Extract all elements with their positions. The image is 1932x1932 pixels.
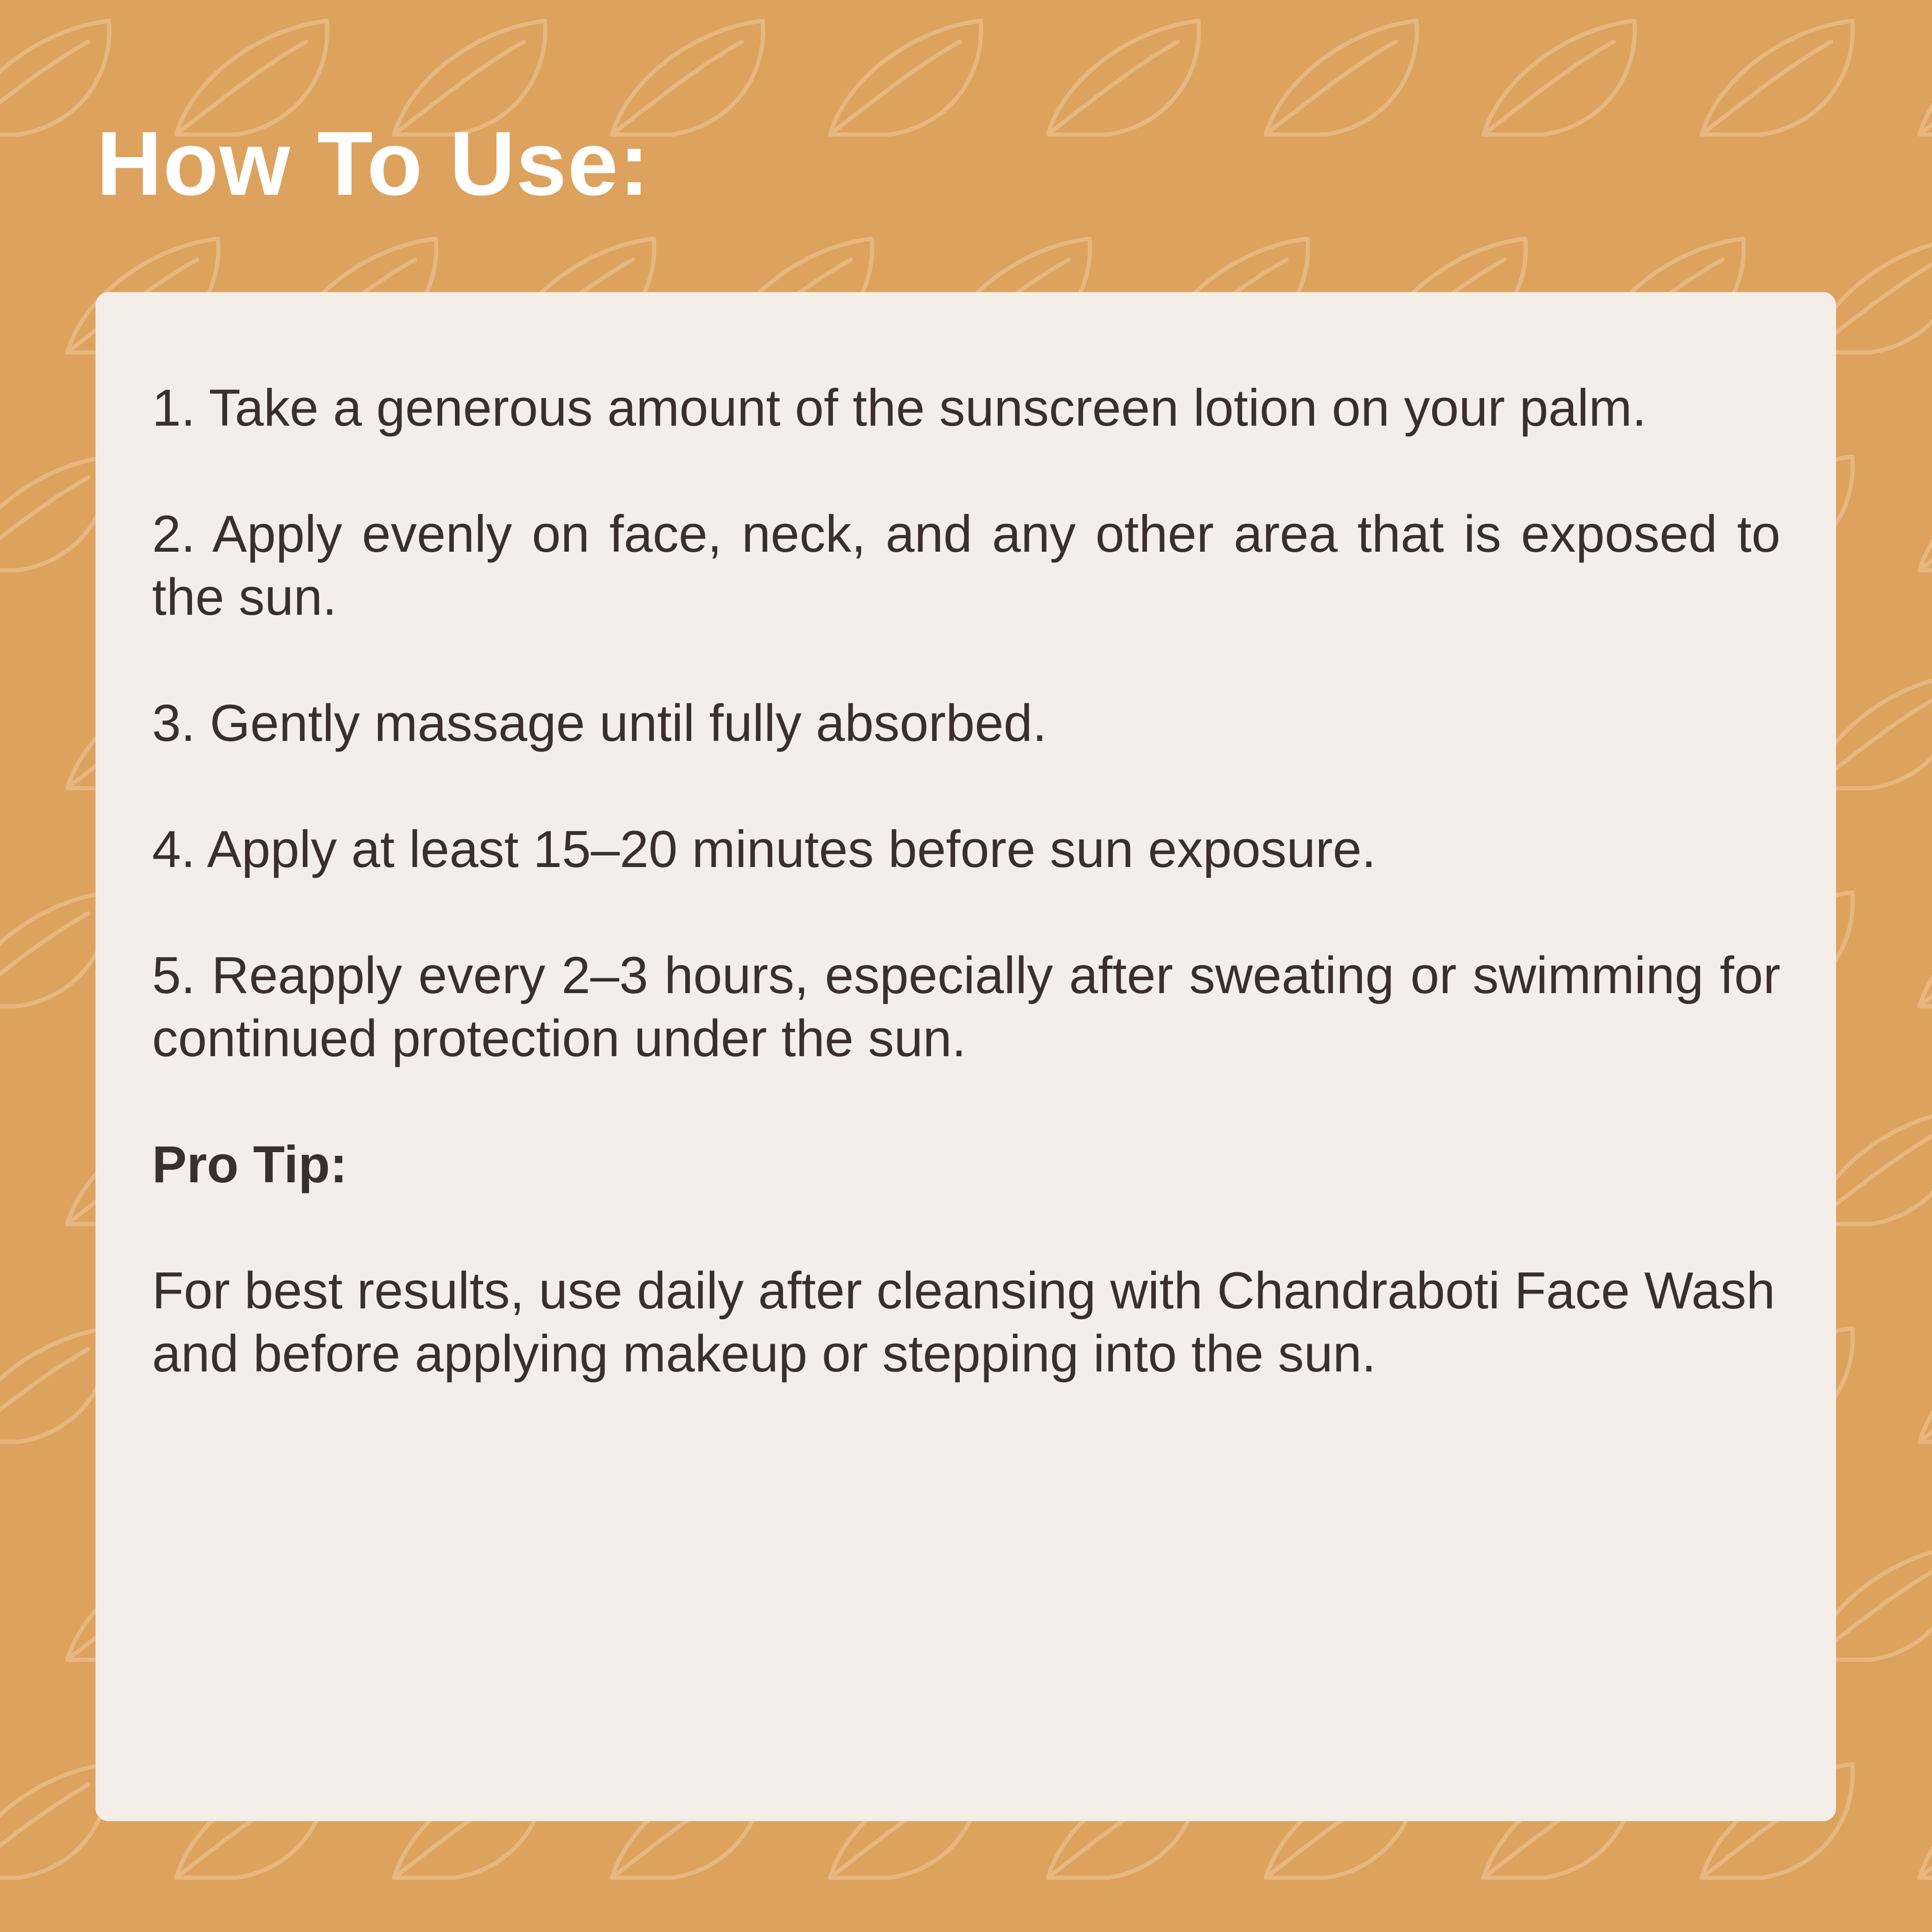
leaf-pattern-icon [1919, 457, 1932, 570]
step-1: 1. Take a generous amount of the sunscreen lotion on your palm. [152, 379, 1647, 437]
leaf-pattern-icon [0, 457, 109, 570]
leaf-pattern-icon [830, 21, 981, 134]
leaf-pattern-icon [1702, 21, 1853, 134]
leaf-pattern-icon [1919, 893, 1932, 1006]
step-3: 3. Gently massage until fully absorbed. [152, 694, 1047, 752]
leaf-pattern-icon [0, 1764, 109, 1878]
pro-tip-heading: Pro Tip: [152, 1135, 348, 1193]
instructions-card [96, 292, 1836, 1821]
leaf-pattern-icon [0, 1328, 109, 1442]
leaf-pattern-icon [0, 893, 109, 1006]
pro-tip-text: For best results, use daily after cleansing with Chandraboti Face Wash and before applying makeup or stepping into the sun. [152, 1262, 1775, 1383]
leaf-pattern-icon [1919, 1764, 1932, 1878]
leaf-pattern-icon [0, 21, 109, 134]
page-title: How To Use: [96, 113, 650, 214]
leaf-pattern-icon [1919, 21, 1932, 134]
step-5: 5. Reapply every 2–3 hours, especially after sweating or swimming for continued protection under the sun. [152, 946, 1780, 1067]
step-2: 2. Apply evenly on face, neck, and any other area that is exposed to the sun. [152, 505, 1780, 626]
leaf-pattern-icon [1919, 1328, 1932, 1442]
step-4: 4. Apply at least 15–20 minutes before sun exposure. [152, 820, 1376, 878]
leaf-pattern-icon [1484, 21, 1635, 134]
leaf-pattern-icon [1266, 21, 1417, 134]
leaf-pattern-icon [1048, 21, 1199, 134]
